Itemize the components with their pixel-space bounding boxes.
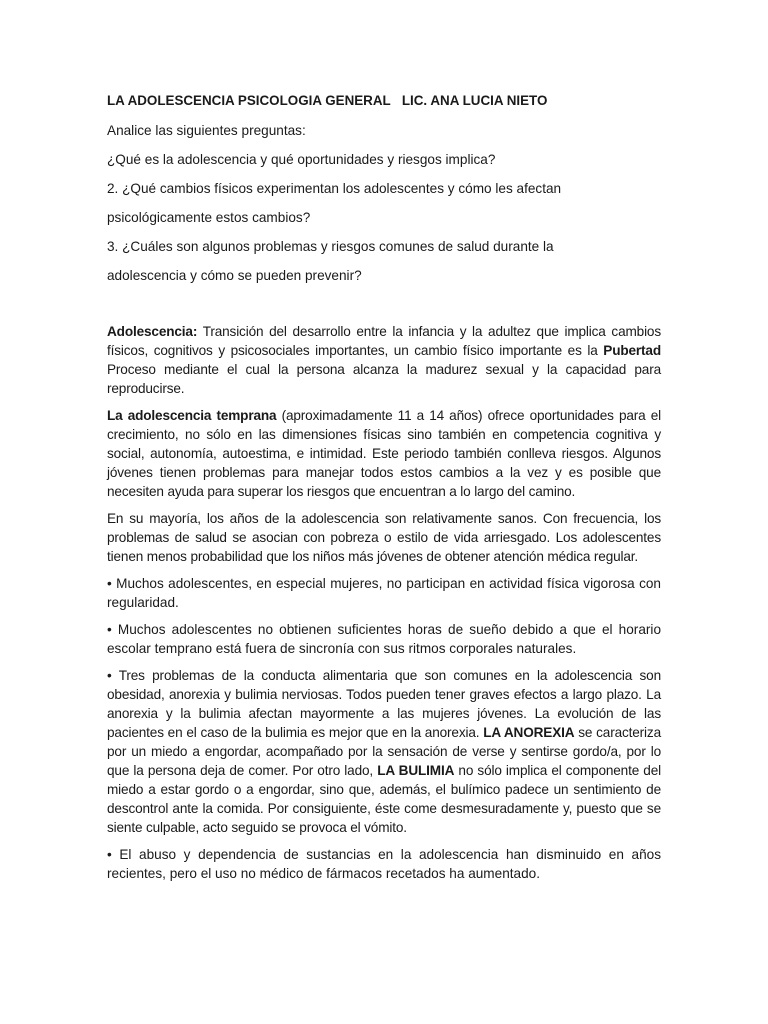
term-anorexia: LA ANOREXIA	[483, 725, 575, 740]
alimentaria-text-1: • Tres problemas de la conducta alimentaria que son comunes en la adolescencia son obesidad, anorexia y bulimia nerviosas. Todos pueden tener graves efectos a largo plazo. La anorexia y la bulimia afectan mayormente a las mujeres jóvenes. La evolución de las pacientes en el caso de la bulimia es mejor que en la anorexia.	[107, 668, 661, 740]
question-3-line-1: 3. ¿Cuáles son algunos problemas y riesgos comunes de salud durante la	[107, 239, 554, 254]
adolescencia-text-2: Proceso mediante el cual la persona alcanza la madurez sexual y la capacidad para reproducirse.	[107, 362, 661, 396]
bullet-conducta-alimentaria	[107, 666, 661, 837]
term-adolescencia-temprana: La adolescencia temprana	[107, 408, 277, 423]
term-bulimia: LA BULIMIA	[377, 763, 455, 778]
question-3-line-2: adolescencia y cómo se pueden prevenir?	[107, 268, 362, 283]
bullet-sustancias: • El abuso y dependencia de sustancias en la adolescencia han disminuido en años recientes, pero el uso no médico de fármacos recetados ha aumentado.	[107, 847, 661, 881]
bullet-sueno: • Muchos adolescentes no obtienen suficientes horas de sueño debido a que el horario escolar temprano está fuera de sincronía con sus ritmos corporales naturales.	[107, 622, 661, 656]
paragraph-adolescencia-temprana	[107, 406, 661, 501]
adolescencia-text-1: Transición del desarrollo entre la infancia y la adultez que implica cambios físicos, cognitivos y psicosociales importantes, un cambio físico importante es la	[107, 324, 661, 358]
term-adolescencia: Adolescencia:	[107, 324, 198, 339]
questions-intro: Analice las siguientes preguntas:	[107, 123, 306, 138]
alimentaria-text-2: se caracteriza por un miedo a engordar, acompañado por la sensación de verse y sentirse gordo/a, por lo que la persona deja de comer. Por otro lado,	[107, 725, 661, 778]
term-pubertad: Pubertad	[603, 343, 661, 358]
question-1: ¿Qué es la adolescencia y qué oportunidades y riesgos implica?	[107, 152, 496, 167]
question-2-line-2: psicológicamente estos cambios?	[107, 210, 311, 225]
document-page	[107, 93, 661, 883]
paragraph-mayoria: En su mayoría, los años de la adolescencia son relativamente sanos. Con frecuencia, los problemas de salud se asocian con pobreza o estilo de vida arriesgado. Los adolescentes tienen menos probabilidad que los niños más jóvenes de obtener atención médica regular.	[107, 511, 661, 564]
alimentaria-text-3: no sólo implica el componente del miedo a estar gordo o a engordar, sino que, además, el bulímico padece un sentimiento de descontrol ante la comida. Por consiguiente, éste come desmesuradamente y, puesto que se siente culpable, acto seguido se provoca el vómito.	[107, 763, 661, 835]
bullet-actividad-fisica: • Muchos adolescentes, en especial mujeres, no participan en actividad física vigorosa con regularidad.	[107, 576, 661, 610]
temprana-text: (aproximadamente 11 a 14 años) ofrece oportunidades para el crecimiento, no sólo en las dimensiones físicas sino también en competencia cognitiva y social, autonomía, autoestima, e intimidad. Este periodo también conlleva riesgos. Algunos jóvenes tienen problemas para manejar todos estos cambios a la vez y es posible que necesiten ayuda para superar los riesgos que encuentran a lo largo del camino.	[107, 408, 661, 499]
question-2-line-1: 2. ¿Qué cambios físicos experimentan los adolescentes y cómo les afectan	[107, 181, 562, 196]
document-title: LA ADOLESCENCIA PSICOLOGIA GENERAL LIC. ANA LUCIA NIETO	[107, 93, 548, 108]
paragraph-adolescencia	[107, 322, 661, 398]
